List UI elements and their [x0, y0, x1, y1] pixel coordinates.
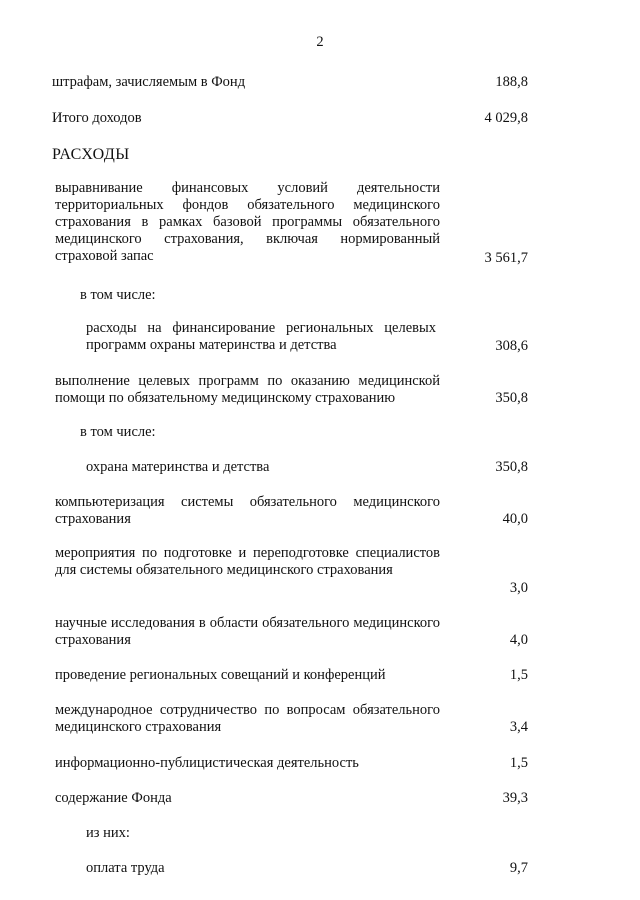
row-label: выполнение целевых программ по оказанию медицинской помощи по обязательному медицинскому страхованию: [55, 373, 440, 406]
row-amount: 350,8: [495, 390, 528, 406]
row-amount: 1,5: [509, 667, 528, 683]
row-label: содержание Фонда: [55, 790, 172, 806]
row-label: проведение региональных совещаний и конференций: [55, 667, 386, 683]
row-amount: 4 029,8: [484, 110, 528, 126]
row-amount: 3,4: [509, 719, 528, 735]
row-amount: 3 561,7: [484, 250, 528, 266]
page-number: 2: [316, 34, 324, 50]
row-label: оплата труда: [86, 860, 165, 876]
row-label: расходы на финансирование региональных целевых программ охраны материнства и детства: [86, 320, 436, 353]
row-amount: 188,8: [495, 74, 528, 90]
row-label: компьютеризация системы обязательного медицинского страхования: [55, 494, 440, 527]
section-heading-expenses: РАСХОДЫ: [52, 146, 130, 163]
row-label: в том числе:: [80, 424, 156, 440]
row-amount: 9,7: [509, 860, 528, 876]
row-amount: 40,0: [502, 511, 528, 527]
row-amount: 39,3: [502, 790, 528, 806]
row-label: штрафам, зачисляемым в Фонд: [52, 74, 246, 90]
row-label: из них:: [86, 825, 130, 841]
row-amount: 1,5: [509, 755, 528, 771]
row-amount: 350,8: [495, 459, 528, 475]
row-label: Итого доходов: [52, 110, 142, 126]
row-amount: 4,0: [509, 632, 528, 648]
row-label: международное сотрудничество по вопросам обязательного медицинского страхования: [55, 702, 440, 735]
row-label: в том числе:: [80, 287, 156, 303]
row-amount: 3,0: [509, 580, 528, 596]
row-label: выравнивание финансовых условий деятельности территориальных фондов обязательного медицинского страхования в рамках базовой программы обязательного медицинского страхования, включая нормированный страховой запас: [55, 180, 440, 264]
row-label: мероприятия по подготовке и переподготовке специалистов для системы обязательного медицинского страхования: [55, 545, 440, 578]
row-label: научные исследования в области обязательного медицинского страхования: [55, 615, 440, 648]
row-label: информационно-публицистическая деятельность: [55, 755, 359, 771]
row-label: охрана материнства и детства: [86, 459, 270, 475]
row-amount: 308,6: [495, 338, 528, 354]
